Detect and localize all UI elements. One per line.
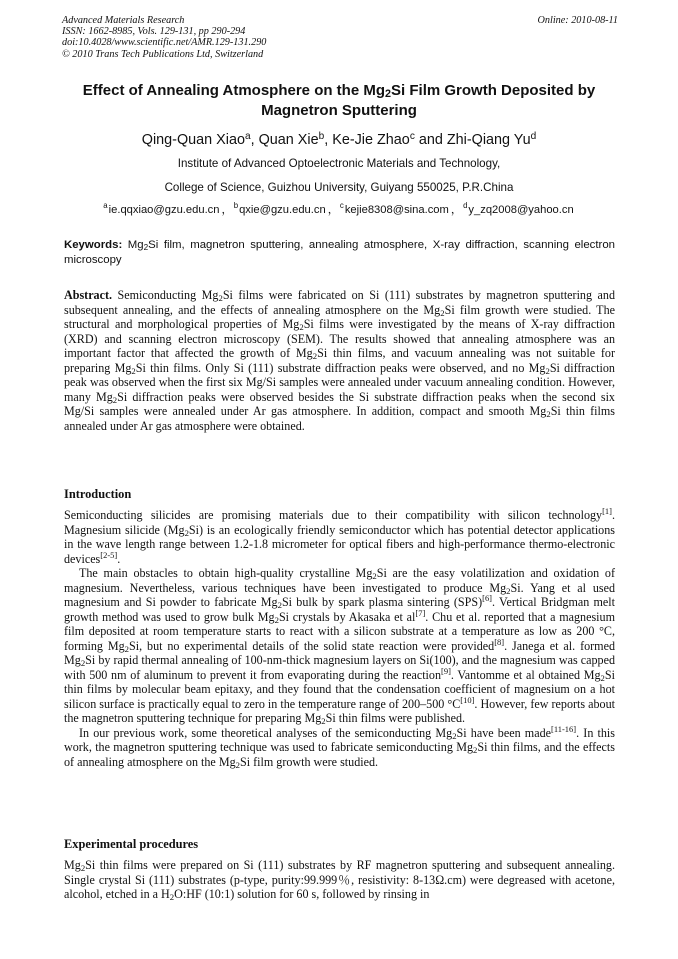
citation-superscript: [1] <box>602 506 612 516</box>
author-separator: , <box>324 132 333 148</box>
abstract-paragraph <box>64 288 615 433</box>
subscript: 2 <box>321 716 326 726</box>
text-run: Si thin films. Only Si (111) substrate diffraction peaks were observed, and no Mg <box>135 360 546 375</box>
email-address[interactable]: kejie8308@sina.com <box>344 204 449 216</box>
affiliation-line-2: College of Science, Guizhou University, Guiyang 550025, P.R.China <box>164 181 514 194</box>
introduction-heading: Introduction <box>64 487 132 501</box>
text-run: Si by rapid thermal annealing of 100-nm-thick magnesium layers on Si(100), and the magnesium was capped with 500 nm of aluminum to prevent it from evaporating during the reaction <box>64 653 615 682</box>
citation-superscript: [6] <box>482 593 492 603</box>
issn-line: ISSN: 1662-8985, Vols. 129-131, pp 290-294 <box>62 26 246 38</box>
copyright-line: © 2010 Trans Tech Publications Ltd, Switzerland <box>62 48 264 60</box>
text-run: . However, few reports about the magnetron sputtering technique for preparing Mg <box>64 696 615 725</box>
experimental-body <box>64 858 615 902</box>
subscript: 2 <box>312 351 318 361</box>
subscript: 2 <box>372 571 377 581</box>
title-text-cont: Si Film Growth Deposited by <box>391 82 596 99</box>
text-run: O:HF (10:1) solution for 60 s, followed by rinsing in <box>174 887 430 901</box>
subscript: 2 <box>131 365 136 376</box>
text-run: . <box>117 551 121 566</box>
title-line-2: Magnetron Sputtering <box>261 102 417 119</box>
keywords-text-cont: Si film, magnetron sputtering, annealing atmosphere, X-ray diffraction, scanning electron microscopy <box>64 239 615 266</box>
citation-superscript: [11-16] <box>551 723 577 734</box>
author-name: Ke-Jie Zhao <box>332 132 410 148</box>
subscript: 2 <box>218 293 223 303</box>
text-run: Mg <box>64 858 81 872</box>
author-name: Zhi-Qiang Yu <box>446 132 531 148</box>
text-run: Si diffraction peaks were observed besides the Si substrate diffraction peaks when the second six Mg/Si samples were annealed under Ar gas atmosphere. In addition, compact and smooth Mg <box>64 389 615 418</box>
subscript: 2 <box>546 409 551 419</box>
introduction-body <box>64 508 615 769</box>
citation-superscript: [10] <box>460 694 475 705</box>
author-mark: c <box>409 131 415 142</box>
text-run: In our previous work, some theoretical analyses of the semiconducting Mg <box>79 725 453 740</box>
subscript: 2 <box>600 672 605 683</box>
text-run: . Magnesium silicide (Mg <box>64 508 615 537</box>
email-address[interactable]: ie.qqxiao@gzu.edu.cn <box>108 204 220 216</box>
subscript: 2 <box>452 730 457 741</box>
author-separator: , <box>250 132 259 148</box>
text-run: . Vertical Bridgman melt growth method was used to grow bulk Mg <box>64 595 616 624</box>
author-separator: and <box>414 132 447 148</box>
subscript: 2 <box>80 658 86 668</box>
journal-header <box>62 15 618 60</box>
text-run: Si thin films were prepared on Si (111) substrates by RF magnetron sputtering and subsequent annealing. Single crystal Si (111) substrates (p-type, purity:99.999％, resistivity: 8-13Ω.cm) were degreased with acetone, alcohol, etched in a H <box>64 858 615 901</box>
subscript: 2 <box>112 394 118 405</box>
intro-paragraph-1 <box>64 508 615 566</box>
citation-superscript: [8] <box>494 636 505 647</box>
text-run: Si) is an ecologically friendly semiconductor which has potential detector applications in the wave length range between 1.2-1.8 micrometer for optical fibers and high-performance thermo-electronic devices <box>64 522 615 566</box>
experimental-paragraph-1 <box>64 858 615 902</box>
text-run: Si thin films, and vacuum annealing was not suitable for preparing Mg <box>64 346 615 375</box>
text-run: . Vantomme et al obtained Mg <box>450 667 601 682</box>
keywords <box>64 238 615 268</box>
doi-line[interactable]: doi:10.4028/www.scientific.net/AMR.129-131.290 <box>62 37 267 49</box>
email-separator: ， <box>450 204 463 216</box>
email-list <box>40 202 638 218</box>
subscript: 2 <box>277 600 282 610</box>
text-run: Si films were fabricated on Si (111) substrates by magnetron sputtering and subsequent annealing, and the effects of annealing atmosphere on the Mg <box>64 288 615 317</box>
keywords-text: Mg <box>122 239 144 251</box>
author-mark: d <box>530 131 537 142</box>
author-name: Quan Xie <box>258 132 319 148</box>
author-mark: a <box>244 131 251 142</box>
subscript: 2 <box>80 863 86 873</box>
text-run: Semiconducting Mg <box>112 288 219 302</box>
email-mark: d <box>463 201 468 210</box>
text-run: Si diffraction peak was observed when the first six Mg/Si samples were annealed under vacuum annealing condition. However, many Mg <box>64 360 615 404</box>
text-run: . Janega et al. formed Mg <box>64 638 615 667</box>
citation-superscript: [7] <box>415 607 426 618</box>
journal-name: Advanced Materials Research <box>62 15 185 26</box>
author-list <box>40 130 638 150</box>
online-date: Online: 2010-08-11 <box>537 15 618 26</box>
subscript: 2 <box>440 307 445 318</box>
text-run: Si, but no experimental details of the solid state reaction were provided <box>129 638 495 653</box>
subscript: 2 <box>299 322 304 332</box>
title-subscript: 2 <box>385 88 392 100</box>
author-mark: b <box>318 131 325 142</box>
subscript: 2 <box>235 759 240 770</box>
keywords-label: Keywords: <box>64 239 123 251</box>
affiliation-line-1: Institute of Advanced Optoelectronic Materials and Technology, <box>177 157 501 170</box>
citation-superscript: [9] <box>441 665 451 676</box>
email-mark: a <box>103 201 108 210</box>
author-name: Qing-Quan Xiao <box>141 132 245 148</box>
subscript: 2 <box>184 527 189 538</box>
experimental-heading: Experimental procedures <box>64 837 199 851</box>
text-run: Si film growth were studied. The structural and morphological properties of Mg <box>64 302 615 331</box>
email-separator: ， <box>221 204 233 216</box>
text-run: . Chu et al. reported that a magnesium film deposited at room temperature starts to react with a silicon substrate at a temperature as low as 200 °C, forming Mg <box>64 609 615 653</box>
citation-superscript: [2-5] <box>100 549 118 560</box>
email-separator: ， <box>327 204 339 216</box>
text-run: Si thin films were published. <box>325 711 466 725</box>
email-address[interactable]: y_zq2008@yahoo.cn <box>468 204 574 216</box>
subscript: 2 <box>545 365 550 376</box>
subscript: 2 <box>473 745 478 755</box>
subscript: 2 <box>169 892 175 902</box>
text-run: Si have been made <box>456 725 551 740</box>
intro-paragraph-2 <box>64 566 615 726</box>
text-run: Si film growth were studied. <box>239 754 379 769</box>
text-run: Si thin films, and the effects of annealing atmosphere on the Mg <box>64 740 615 769</box>
intro-paragraph-3 <box>64 723 616 770</box>
abstract <box>64 288 615 433</box>
title-text: Effect of Annealing Atmosphere on the Mg <box>82 82 386 99</box>
text-run: . In this work, the magnetron sputtering technique was used to fabricate semiconducting Mg <box>64 725 616 754</box>
subscript: 2 <box>274 614 279 625</box>
subscript: 2 <box>124 643 130 654</box>
text-run: Semiconducting silicides are promising materials due to their compatibility with silicon technology <box>64 508 603 522</box>
text-run: Si films were investigated by the means of X-ray diffraction (XRD) and scanning electron microscopy (SEM). The results showed that annealing atmosphere was an important factor that affected the growth of Mg <box>64 317 616 360</box>
subscript: 2 <box>506 585 511 596</box>
paper-title <box>40 81 638 121</box>
text-run: Si are the easy volatilization and oxidation of magnesium. Nevertheless, various techniques have been investigated to produce Mg <box>64 566 616 595</box>
abstract-label: Abstract. <box>64 288 113 302</box>
text-run: Si crystals by Akasaka et al <box>278 609 416 624</box>
text-run: Si. Yang et al used magnesium and Si powder to fabricate Mg <box>64 580 615 609</box>
text-run: Si thin films by molecular beam epitaxy, and they found that the condensation coefficient of magnesium on a hot silicon surface is practically equal to zero in the temperature range of 200–500 °C <box>64 667 615 711</box>
email-mark: c <box>339 201 344 210</box>
text-run: The main obstacles to obtain high-quality crystalline Mg <box>79 566 373 580</box>
text-run: Si thin films annealed under Ar gas atmosphere were obtained. <box>64 404 615 433</box>
email-mark: b <box>233 201 239 210</box>
email-address[interactable]: qxie@gzu.edu.cn <box>239 204 326 216</box>
keywords-subscript: 2 <box>143 243 149 252</box>
text-run: Si bulk by spark plasma sintering (SPS) <box>281 595 483 609</box>
